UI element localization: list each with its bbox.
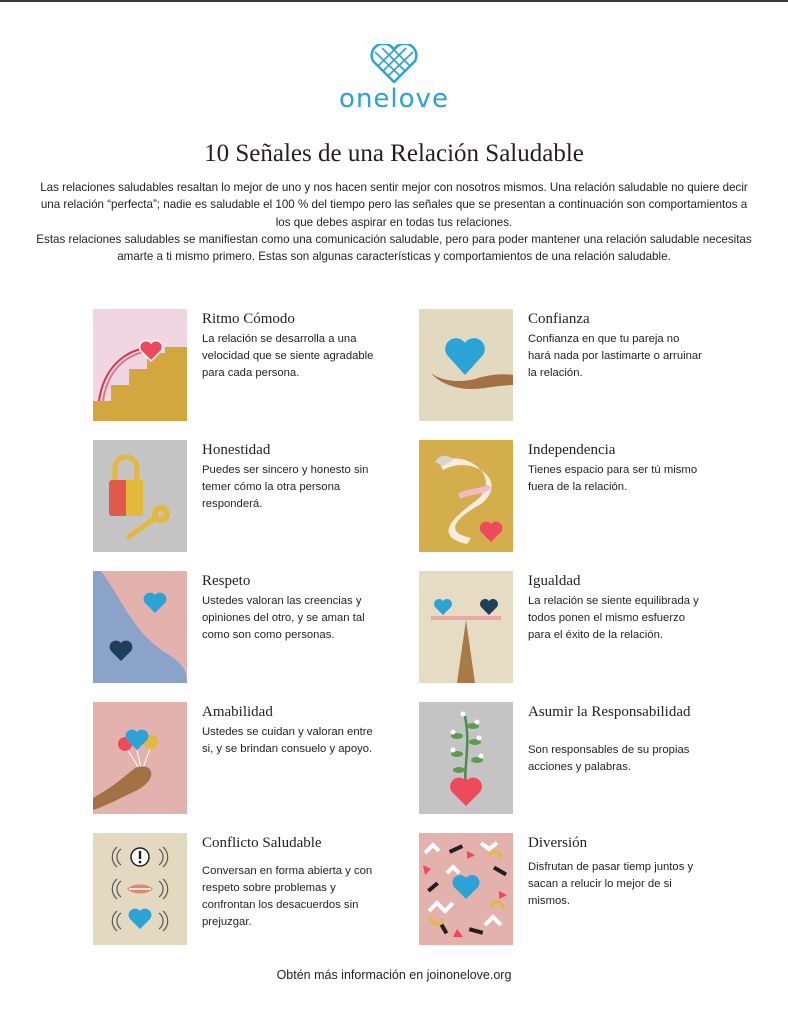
sign-description: Son responsables de su propias acciones y palabras. xyxy=(528,744,690,773)
sign-card-independencia xyxy=(419,440,719,555)
sign-title: Independencia xyxy=(528,442,616,458)
sign-title: Asumir la Responsabilidad xyxy=(528,704,691,720)
sign-title: Confianza xyxy=(528,311,590,327)
sign-card-diversion xyxy=(419,833,719,948)
sign-card-respeto xyxy=(93,571,393,686)
sign-card-honestidad xyxy=(93,440,393,555)
heart-plant-icon xyxy=(419,702,513,814)
sign-description: Puedes ser sincero y honesto sin temer cómo la otra persona responderá. xyxy=(202,464,369,510)
page-title: 10 Señales de una Relación Saludable xyxy=(204,140,584,167)
sign-title: Conflicto Saludable xyxy=(202,835,322,851)
hand-holding-heart-icon xyxy=(419,309,513,421)
brand-name: onelove xyxy=(339,84,449,114)
footer-link-text: Obtén más información en joinonelove.org xyxy=(276,968,512,982)
bird-ribbon-heart-icon xyxy=(419,440,513,552)
sign-title: Honestidad xyxy=(202,442,271,458)
confetti-heart-icon xyxy=(419,833,513,945)
intro-paragraph-1: Las relaciones saludables resaltan lo mejor de uno y nos hacen sentir mejor con nosotros mismos. Una relación saludable no quiere decir una relación “perfecta”; nadie es saludable el 100 % del tiempo pero las señales que se presentan a continuación son comportamientos a los que debes aspirar en todas tus relaciones. xyxy=(40,181,748,229)
two-hearts-icon xyxy=(93,571,187,683)
sign-card-ritmo xyxy=(93,309,393,424)
sign-description: Tienes espacio para ser tú mismo fuera de la relación. xyxy=(528,464,698,493)
balance-hearts-icon xyxy=(419,571,513,683)
sign-title: Amabilidad xyxy=(202,704,273,720)
sign-card-responsabilidad xyxy=(419,702,719,817)
sign-title: Respeto xyxy=(202,573,251,589)
sign-description: Disfrutan de pasar tiemp juntos y sacan a relucir lo mejor de si mismos. xyxy=(528,861,694,907)
intro-text xyxy=(36,179,752,265)
stairs-heart-icon xyxy=(93,309,187,421)
sign-title: Ritmo Cómodo xyxy=(202,311,295,327)
sign-description: Ustedes se cuidan y valoran entre si, y se brindan consuelo y apoyo. xyxy=(202,726,373,755)
sign-description: Confianza en que tu pareja no hará nada por lastimarte o arruinar la relación. xyxy=(528,333,702,379)
onelove-heart-logo-icon xyxy=(369,44,419,84)
top-border xyxy=(0,0,788,2)
sign-card-conflicto xyxy=(93,833,393,948)
communication-icon xyxy=(93,833,187,945)
sign-title: Diversión xyxy=(528,835,588,851)
sign-description: Ustedes valoran las creencias y opiniones del otro, y se aman tal como son como personas. xyxy=(202,595,365,641)
sign-description: La relación se desarrolla a una velocidad que se siente agradable para cada persona. xyxy=(202,333,374,379)
sign-title: Igualdad xyxy=(528,573,581,589)
sign-card-amabilidad xyxy=(93,702,393,817)
intro-paragraph-2: Estas relaciones saludables se manifiestan como una comunicación saludable, pero para poder mantener una relación saludable necesitas amarte a ti mismo primero. Estas son algunas características y comportamientos de una relación saludable. xyxy=(36,232,752,264)
sign-card-igualdad xyxy=(419,571,719,686)
hand-balloons-icon xyxy=(93,702,187,814)
sign-description: Conversan en forma abierta y con respeto sobre problemas y confrontan los desacuerdos sin prejuzgar. xyxy=(202,865,373,928)
padlock-key-icon xyxy=(93,440,187,552)
sign-description: La relación se siente equilibrada y todos ponen el mismo esfuerzo para el éxito de la relación. xyxy=(528,595,699,641)
sign-card-confianza xyxy=(419,309,719,424)
